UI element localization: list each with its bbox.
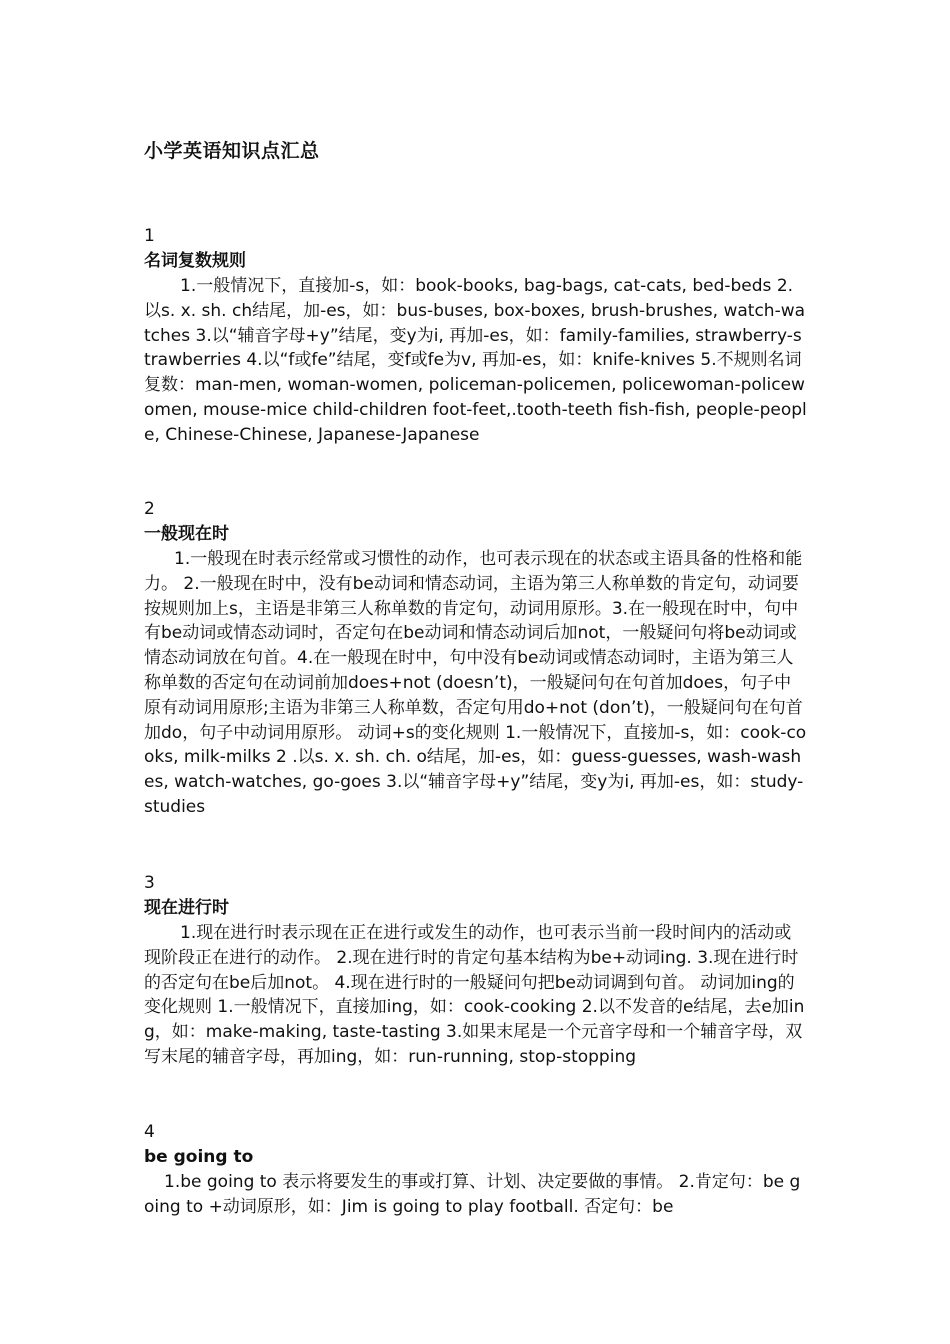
section-body: 1.be going to 表示将要发生的事或打算、计划、决定要做的事情。 2.肯定句：be going to +动词原形，如：Jim is going to play football. 否定句：be (144, 1172, 801, 1217)
section-present-continuous (144, 871, 808, 1070)
section-body: 1.一般现在时表示经常或习惯性的动作，也可表示现在的状态或主语具备的性格和能力。 2.一般现在时中，没有be动词和情态动词，主语为第三人称单数的肯定句，动词要按规则加上s，主语是非第三人称单数的肯定句，动词用原形。3.在一般现在时中，句中有be动词或情态动词时，否定句在be动词和情态动词后加not，一般疑问句将be动词或情态动词放在句首。4.在一般现在时中，句中没有be动词或情态动词时，主语为第三人称单数的否定句在动词前加does+not (doesn’t)，一般疑问句在句首加does，句子中原有动词用原形;主语为非第三人称单数，否定句用do+not (don’t)，一般疑问句在句首加do，句子中动词用原形。 动词+s的变化规则 1.一般情况下，直接加-s，如：cook-cooks, milk-milks 2 .以s. x. sh. ch. o结尾，加-es，如：guess-guesses, wash-washes, watch-watches, go-goes 3.以“辅音字母+y”结尾，变y为i, 再加-es，如：study-studies (144, 549, 807, 817)
section-number: 1 (144, 226, 155, 246)
section-body: 1.一般情况下，直接加-s，如：book-books, bag-bags, cat-cats, bed-beds 2.以s. x. sh. ch结尾，加-es，如：bus-buses, box-boxes, brush-brushes, watch-watches 3.以“辅音字母+y”结尾，变y为i, 再加-es，如：family-families, strawberry-strawberries 4.以“f或fe”结尾，变f或fe为v, 再加-es，如：knife-knives 5.不规则名词复数：man-men, woman-women, policeman-policemen, policewoman-policewomen, mouse-mice child-children foot-feet,.tooth-teeth fish-fish, people-people, Chinese-Chinese, Japanese-Japanese (144, 276, 807, 445)
section-body: 1.现在进行时表示现在正在进行或发生的动作，也可表示当前一段时间内的活动或现阶段正在进行的动作。 2.现在进行时的肯定句基本结构为be+动词ing. 3.现在进行时的否定句在be后加not。 4.现在进行时的一般疑问句把be动词调到句首。 动词加ing的变化规则 1.一般情况下，直接加ing，如：cook-cooking 2.以不发音的e结尾，去e加ing，如：make-making, taste-tasting 3.如果末尾是一个元音字母和一个辅音字母，双写末尾的辅音字母，再加ing，如：run-running, stop-stopping (144, 923, 805, 1067)
section-heading: be going to (144, 1147, 254, 1167)
section-be-going-to (144, 1120, 808, 1220)
section-heading: 现在进行时 (144, 898, 229, 918)
section-number: 4 (144, 1122, 155, 1142)
section-noun-plurals (144, 224, 808, 448)
section-simple-present (144, 497, 808, 820)
section-heading: 一般现在时 (144, 524, 229, 544)
section-heading: 名词复数规则 (144, 251, 246, 271)
section-number: 2 (144, 499, 155, 519)
document-title: 小学英语知识点汇总 (144, 140, 320, 162)
section-number: 3 (144, 873, 155, 893)
